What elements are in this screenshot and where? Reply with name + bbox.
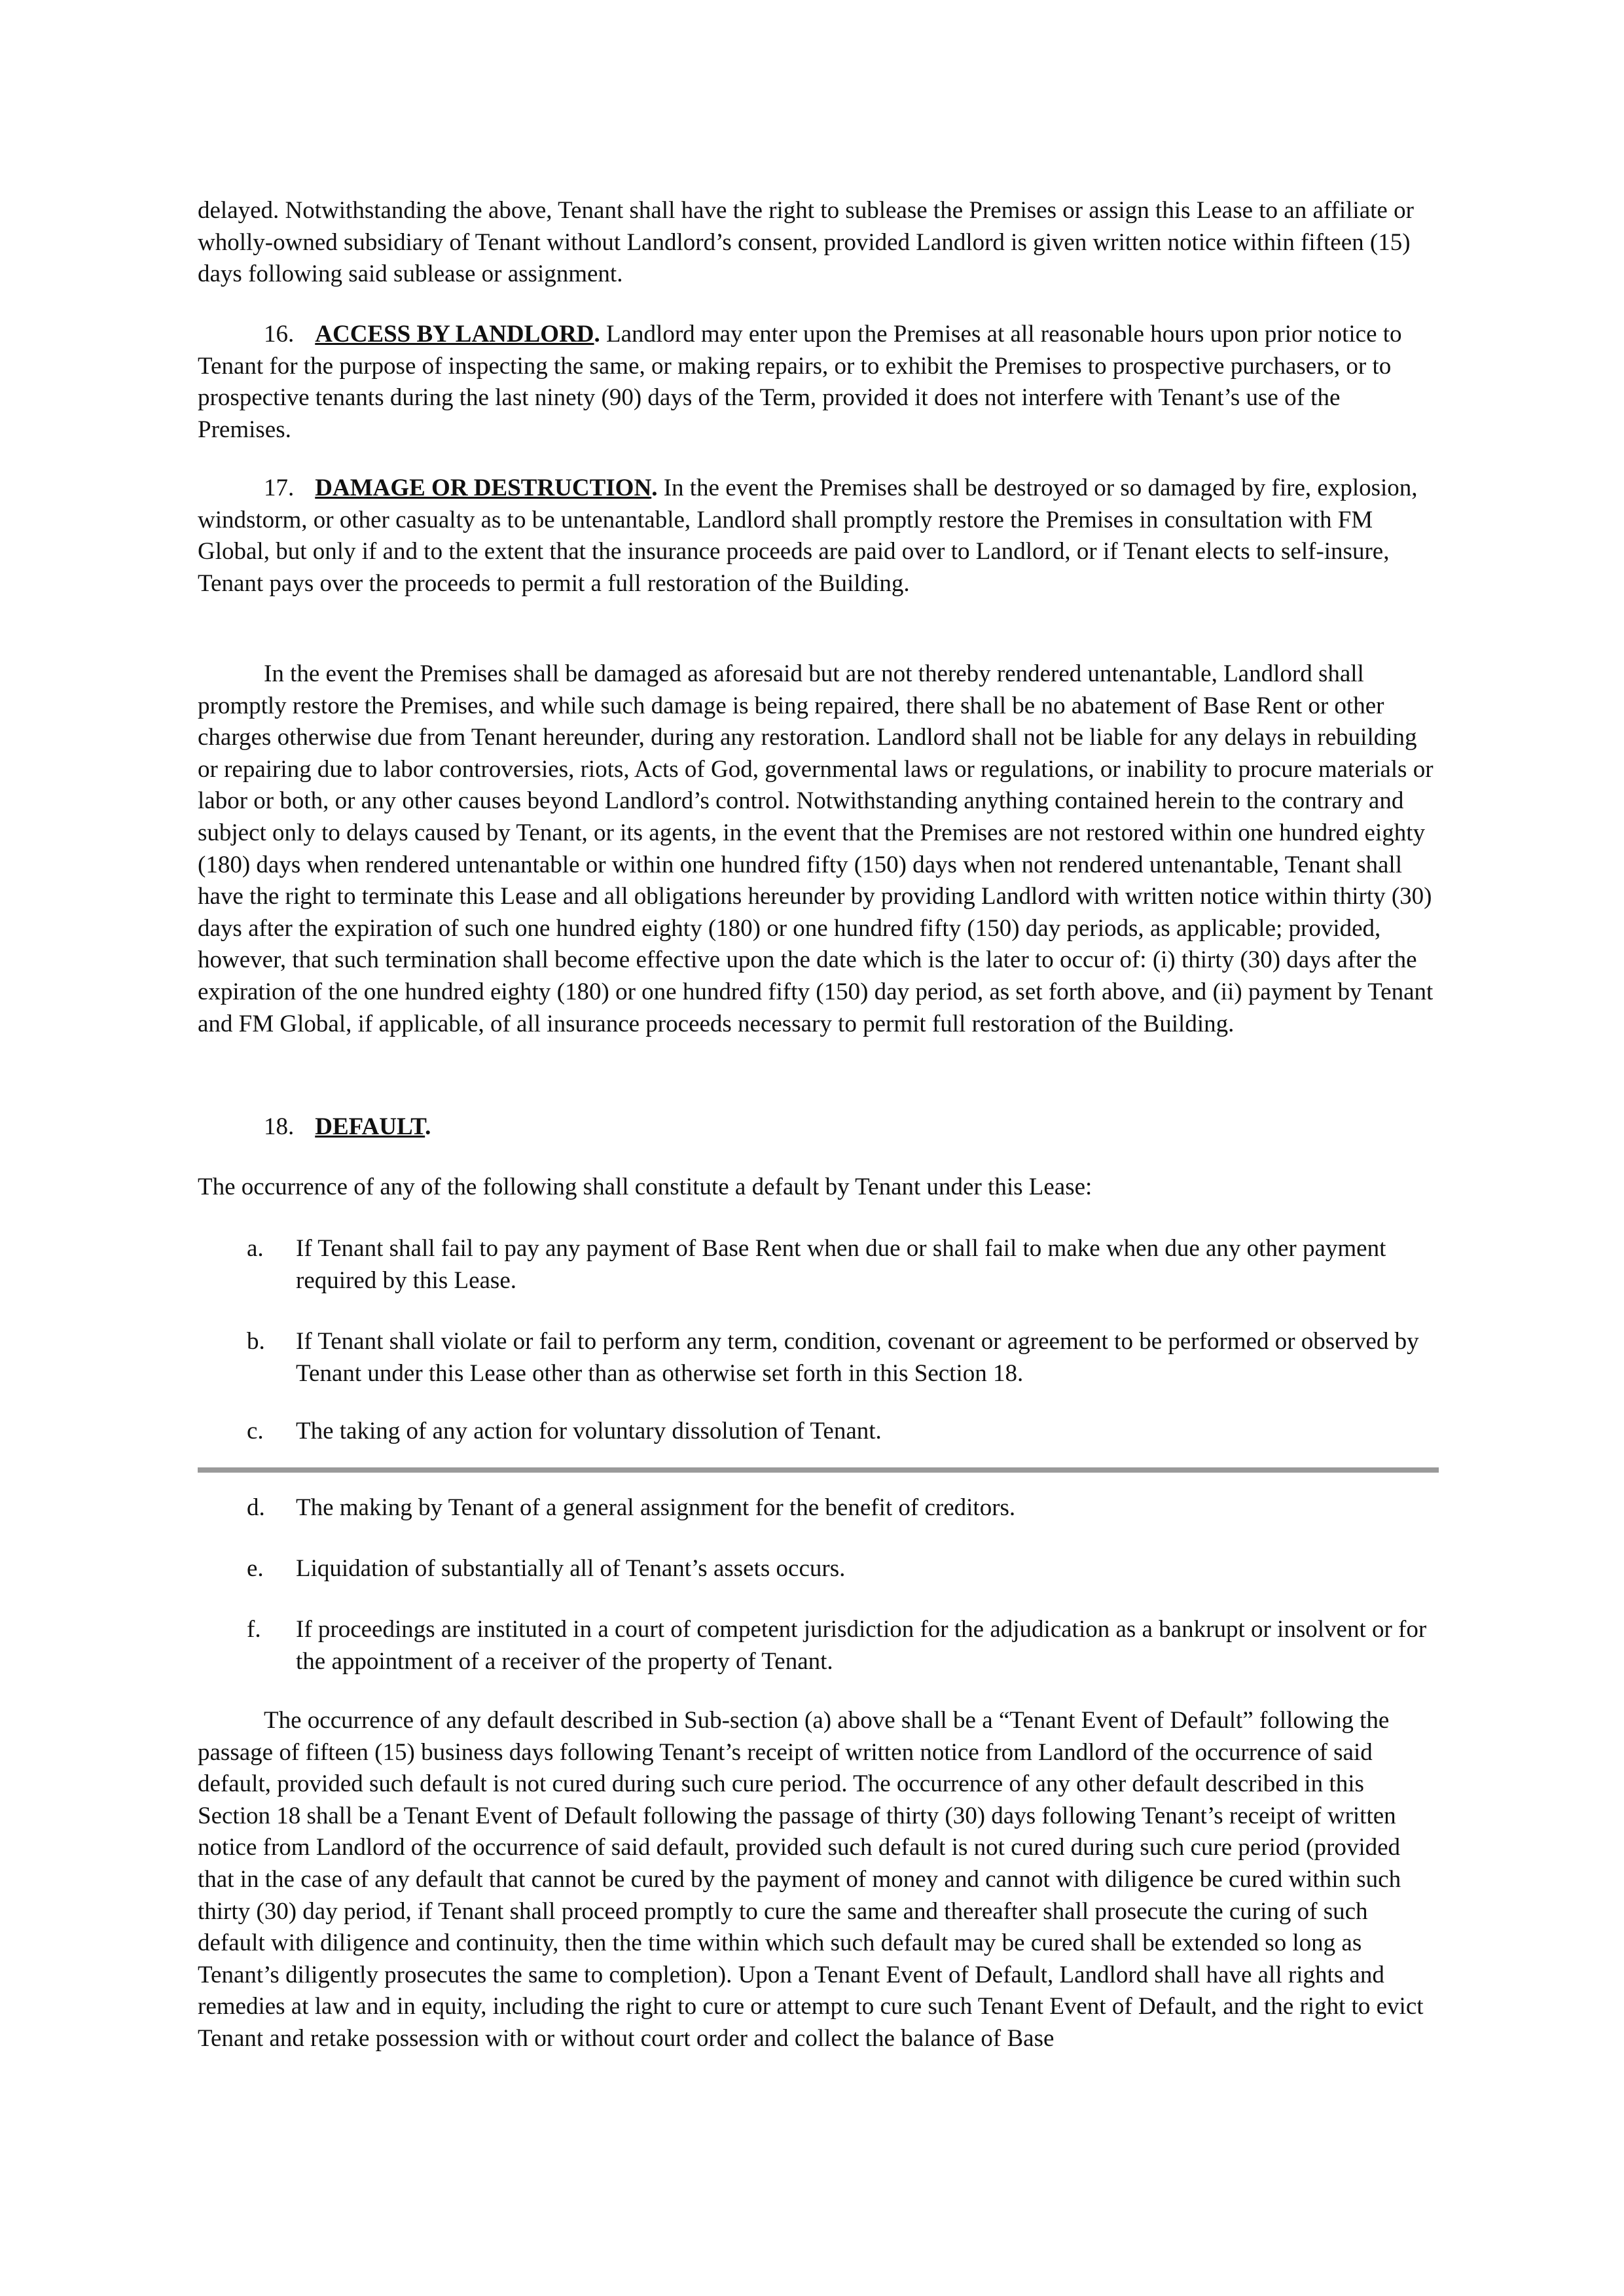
default-item-marker: b.	[247, 1328, 265, 1355]
default-item-marker: a.	[247, 1235, 264, 1262]
default-item-text: The taking of any action for voluntary dissolution of Tenant.	[296, 1418, 882, 1444]
section-18-lead: The occurrence of any of the following shall constitute a default by Tenant under this Lease:	[198, 1174, 1092, 1200]
section-17-paragraph-2: In the event the Premises shall be damaged as aforesaid but are not thereby rendered untenantable, Landlord shall promptly restore the Premises, and while such damage is being repaired, there shall be no abatement of Base Rent or other charges otherwise due from Tenant hereunder, during any restoration. Landlord shall not be liable for any delays in rebuilding or repairing due to labor controversies, riots, Acts of God, governmental laws or regulations, or inability to procure materials or labor or both, or any other causes beyond Landlord’s control. Notwithstanding anything contained herein to the contrary and subject only to delays caused by Tenant, or its agents, in the event that the Premises are not restored within one hundred eighty (180) days when rendered untenantable or within one hundred fifty (150) days when not rendered untenantable, Tenant shall have the right to terminate this Lease and all obligations hereunder by providing Landlord with written notice within thirty (30) days after the expiration of such one hundred eighty (180) or one hundred fifty (150) day periods, as applicable; provided, however, that such termination shall become effective upon the date which is the later to occur of: (i) thirty (30) days after the expiration of the one hundred eighty (180) or one hundred fifty (150) day period, as set forth above, and (ii) payment by Tenant and FM Global, if applicable, of all insurance proceeds necessary to permit full restoration of the Building.	[198, 660, 1434, 1037]
default-item-text: If Tenant shall violate or fail to perform any term, condition, covenant or agreement to be performed or observed by Tenant under this Lease other than as otherwise set forth in this Section 18.	[296, 1328, 1419, 1387]
default-item-marker: e.	[247, 1555, 264, 1582]
default-item-text: If proceedings are instituted in a court of competent jurisdiction for the adjudication as a bankrupt or insolvent or for the appointment of a receiver of the property of Tenant.	[296, 1616, 1427, 1675]
section-17-body: In the event the Premises shall be destroyed or so damaged by fire, explosion, windstorm, or other casualty as to be untenantable, Landlord shall promptly restore the Premises in consultation with FM Global, but only if and to the extent that the insurance proceeds are paid over to Landlord, or if Tenant elects to self-insure, Tenant pays over the proceeds to permit a full restoration of the Building.	[198, 475, 1418, 597]
section-18-heading: DEFAULT	[315, 1113, 425, 1140]
section-17-paragraph: 17. DAMAGE OR DESTRUCTION. In the event the Premises shall be destroyed or so damaged by fire, explosion, windstorm, or other casualty as to be untenantable, Landlord shall promptly restore the Premises in consultation with FM Global, but only if and to the extent that the insurance proceeds are paid over to Landlord, or if Tenant elects to self-insure, Tenant pays over the proceeds to permit a full restoration of the Building.	[198, 475, 1418, 597]
section-18-number: 18.	[264, 1113, 295, 1140]
section-18-closing-paragraph: The occurrence of any default described in Sub-section (a) above shall be a “Tenant Event of Default” following the passage of fifteen (15) business days following Tenant’s receipt of written notice from Landlord of the occurrence of said default, provided such default is not cured during such cure period. The occurrence of any other default described in this Section 18 shall be a Tenant Event of Default following the passage of thirty (30) days following Tenant’s receipt of written notice from Landlord of the occurrence of said default, provided such default is not cured during such cure period (provided that in the case of any default that cannot be cured by the payment of money and cannot with diligence be cured within such thirty (30) day period, if Tenant shall proceed promptly to cure the same and thereafter shall prosecute the curing of such default with diligence and continuity, then the time within which such default may be cured shall be extended so long as Tenant’s diligently prosecutes the same to completion). Upon a Tenant Event of Default, Landlord shall have all rights and remedies at law and in equity, including the right to cure or attempt to cure such Tenant Event of Default, and the right to evict Tenant and retake possession with or without court order and collect the balance of Base	[198, 1707, 1424, 2052]
section-16-number: 16.	[264, 321, 295, 348]
default-item-text: The making by Tenant of a general assignment for the benefit of creditors.	[296, 1494, 1016, 1521]
section-16-body: Landlord may enter upon the Premises at all reasonable hours upon prior notice to Tenant for the purpose of inspecting the same, or making repairs, or to exhibit the Premises to prospective purchasers, or to prospective tenants during the last ninety (90) days of the Term, provided it does not interfere with Tenant’s use of the Premises.	[198, 321, 1402, 443]
default-item-text: Liquidation of substantially all of Tenant’s assets occurs.	[296, 1555, 846, 1582]
section-16-heading: ACCESS BY LANDLORD	[315, 321, 594, 348]
section-16-paragraph: 16. ACCESS BY LANDLORD. Landlord may enter upon the Premises at all reasonable hours upon prior notice to Tenant for the purpose of inspecting the same, or making repairs, or to exhibit the Premises to prospective purchasers, or to prospective tenants during the last ninety (90) days of the Term, provided it does not interfere with Tenant’s use of the Premises.	[198, 321, 1402, 443]
intro-paragraph: delayed. Notwithstanding the above, Tenant shall have the right to sublease the Premises or assign this Lease to an affiliate or wholly-owned subsidiary of Tenant without Landlord’s consent, provided Landlord is given written notice within fifteen (15) days following said sublease or assignment.	[198, 197, 1414, 288]
default-item-marker: c.	[247, 1418, 264, 1444]
section-18-heading-line: 18. DEFAULT.	[264, 1113, 431, 1140]
section-17-number: 17.	[264, 475, 295, 501]
section-17-heading: DAMAGE OR DESTRUCTION	[315, 475, 652, 501]
default-item-marker: d.	[247, 1494, 265, 1521]
default-item-text: If Tenant shall fail to pay any payment of Base Rent when due or shall fail to make when due any other payment required by this Lease.	[296, 1235, 1386, 1294]
default-item-marker: f.	[247, 1616, 261, 1643]
page-break-divider	[198, 1467, 1439, 1473]
